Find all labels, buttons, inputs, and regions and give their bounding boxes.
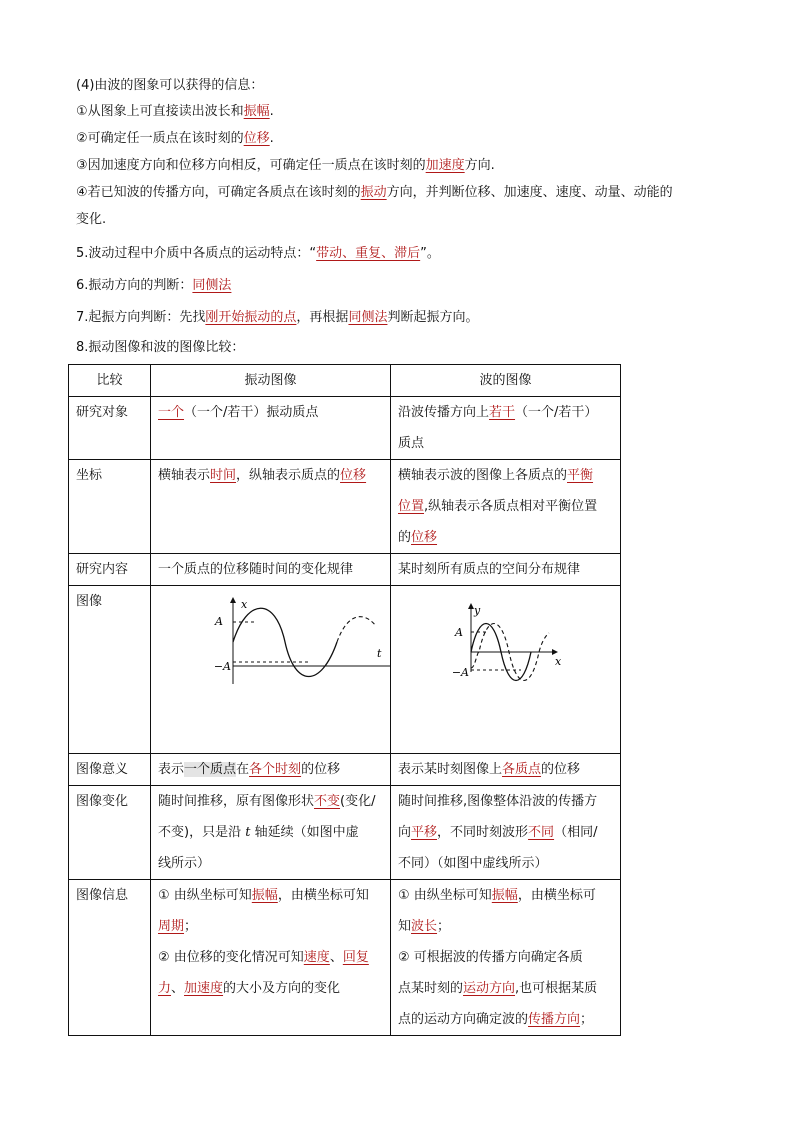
text-span: ③因加速度方向和位移方向相反，可确定任一质点在该时刻的 <box>76 158 426 173</box>
table-row <box>69 754 621 786</box>
text-span: 表示 <box>158 762 185 777</box>
neg-amplitude-label: −A <box>213 660 231 673</box>
text-span: ,纵轴表示各质点相对平衡位置 <box>424 499 598 514</box>
table-row <box>69 586 621 754</box>
text-span: 、 <box>329 950 343 965</box>
row-label: 图像意义 <box>69 754 151 786</box>
text-span: ； <box>580 1012 594 1027</box>
wave-cell <box>391 786 621 880</box>
text-span: 7.起振方向判断：先找 <box>76 310 206 325</box>
text-span: 表示某时刻图像上 <box>398 762 503 777</box>
text-span: 横轴表示 <box>158 468 211 483</box>
text-span: （一个/若干） <box>515 405 598 420</box>
section-7 <box>76 308 478 328</box>
text-span: ① 由纵坐标可知 <box>158 888 252 903</box>
answer-blank: 周期 <box>158 919 185 934</box>
section-5 <box>76 244 440 264</box>
answer-blank: 位移 <box>340 468 367 483</box>
text-span: 判断起振方向。 <box>387 310 479 325</box>
answer-blank: 若干 <box>489 405 516 420</box>
text-span: 知 <box>398 919 412 934</box>
answer-blank: 运动方向 <box>463 981 516 996</box>
answer-blank: 平衡 <box>567 468 594 483</box>
text-span: ② 由位移的变化情况可知 <box>158 950 304 965</box>
answer-blank: 振幅 <box>491 888 518 903</box>
text-span: 方向. <box>464 158 495 173</box>
text-span: 不同）（如图中虚线所示） <box>398 856 548 871</box>
text-span: 质点 <box>398 436 425 451</box>
info-heading: (4)由波的图象可以获得的信息： <box>76 78 264 93</box>
vibration-graph-cell <box>151 586 391 754</box>
vibration-cell <box>151 786 391 880</box>
text-span: 点某时刻的 <box>398 981 464 996</box>
text-span: ，纵轴表示质点的 <box>236 468 341 483</box>
row-label: 图像信息 <box>69 880 151 1036</box>
text-span: 不变)，只是沿 <box>158 825 246 840</box>
row-label: 研究对象 <box>69 397 151 460</box>
table-row <box>69 786 621 880</box>
answer-blank: 不同 <box>528 825 555 840</box>
vibration-graph <box>151 586 390 741</box>
answer-blank: 不变 <box>314 794 341 809</box>
answer-blank: 速度 <box>303 950 330 965</box>
answer-blank: 回复 <box>342 950 369 965</box>
answer-blank: 振动 <box>360 185 387 200</box>
answer-blank: 位移 <box>411 530 438 545</box>
text-span: ②可确定任一质点在该时刻的 <box>76 131 244 146</box>
text-span: 横轴表示波的图像上各质点的 <box>398 468 568 483</box>
text-span: ② 可根据波的传播方向确定各质 <box>398 950 583 965</box>
t-variable: t <box>245 825 251 840</box>
text-span: 的位移 <box>301 762 341 777</box>
text-span: 的位移 <box>541 762 581 777</box>
comparison-table <box>68 364 621 1036</box>
header-cell: 波的图像 <box>391 365 621 397</box>
table-header-row <box>69 365 621 397</box>
text-span: ； <box>437 919 451 934</box>
vibration-cell <box>151 880 391 1036</box>
text-span: 6.振动方向的判断： <box>76 278 193 293</box>
answer-blank: 加速度 <box>184 981 224 996</box>
text-span: 线所示） <box>158 856 211 871</box>
text-span: （一个/若干）振动质点 <box>184 405 319 420</box>
text-span: ； <box>184 919 198 934</box>
answer-blank: 一个 <box>158 405 185 420</box>
text-span: ，再根据 <box>296 310 349 325</box>
answer-blank: 位置 <box>398 499 425 514</box>
wave-cell <box>391 880 621 1036</box>
answer-blank: 刚开始振动的点 <box>205 310 297 325</box>
answer-blank: 同侧法 <box>192 278 232 293</box>
text-span: 的大小及方向的变化 <box>223 981 341 996</box>
answer-blank: 时间 <box>210 468 237 483</box>
text-span: （相同/ <box>554 825 598 840</box>
vibration-cell <box>151 754 391 786</box>
text-span: . <box>269 104 274 119</box>
text-span: 方向，并判断位移、加速度、速度、动量、动能的 <box>386 185 673 200</box>
info-item-4 <box>76 183 673 203</box>
text-span: 、 <box>171 981 185 996</box>
text-span: ① 由纵坐标可知 <box>398 888 492 903</box>
text-span: 随时间推移，原有图像形状 <box>158 794 315 809</box>
answer-blank: 振幅 <box>251 888 278 903</box>
text-span: 的 <box>398 530 412 545</box>
section-8: 8.振动图像和波的图像比较： <box>76 340 245 355</box>
answer-blank: 各质点 <box>502 762 542 777</box>
text-span: ，由横坐标可 <box>517 888 596 903</box>
table-row <box>69 397 621 460</box>
text-span: 轴延续（如图中虚 <box>250 825 359 840</box>
answer-blank: 各个时刻 <box>249 762 302 777</box>
answer-blank: 平移 <box>411 825 438 840</box>
text-span: 在 <box>236 762 250 777</box>
wave-graph <box>391 586 620 741</box>
x-axis-label: t <box>377 647 382 660</box>
text-span: ，由横坐标可知 <box>277 888 369 903</box>
text-span: 点的运动方向确定波的 <box>398 1012 529 1027</box>
text-span: ④若已知波的传播方向，可确定各质点在该时刻的 <box>76 185 361 200</box>
vibration-cell <box>151 460 391 554</box>
wave-cell: 某时刻所有质点的空间分布规律 <box>391 554 621 586</box>
text-span: 5.波动过程中介质中各质点的运动特点：“ <box>76 246 317 261</box>
section-6 <box>76 276 231 296</box>
text-span: (变化/ <box>340 794 376 809</box>
highlighted-text: 一个质点 <box>184 762 237 777</box>
y-axis-label: x <box>241 598 248 611</box>
header-cell: 振动图像 <box>151 365 391 397</box>
answer-blank: 位移 <box>243 131 270 146</box>
info-item-3 <box>76 156 495 176</box>
table-row <box>69 880 621 1036</box>
answer-blank: 带动、重复、滞后 <box>316 246 421 261</box>
text-span: . <box>269 131 274 146</box>
wave-cell <box>391 397 621 460</box>
answer-blank: 力 <box>158 981 172 996</box>
extension-dashed-curve <box>337 617 376 642</box>
info-item-1 <box>76 102 274 122</box>
text-span: 随时间推移,图像整体沿波的传播方 <box>398 794 598 809</box>
answer-blank: 传播方向 <box>528 1012 581 1027</box>
info-item-4-cont: 变化. <box>76 212 107 227</box>
text-span: ，不同时刻波形 <box>437 825 529 840</box>
text-span: ①从图象上可直接读出波长和 <box>76 104 244 119</box>
text-span: ,也可根据某质 <box>515 981 598 996</box>
wave-cell <box>391 460 621 554</box>
x-axis-label: x <box>555 655 562 668</box>
vibration-cell <box>151 397 391 460</box>
info-item-2 <box>76 129 274 149</box>
answer-blank: 同侧法 <box>348 310 388 325</box>
answer-blank: 波长 <box>411 919 438 934</box>
text-span: 沿波传播方向上 <box>398 405 490 420</box>
row-label: 研究内容 <box>69 554 151 586</box>
row-label: 图像变化 <box>69 786 151 880</box>
amplitude-label: A <box>215 615 223 628</box>
text-span: ”。 <box>420 246 440 261</box>
row-label: 图像 <box>69 586 151 754</box>
y-axis-label: y <box>474 604 481 617</box>
wave-graph-cell <box>391 586 621 754</box>
row-label: 坐标 <box>69 460 151 554</box>
table-row <box>69 554 621 586</box>
neg-amplitude-label: −A <box>451 666 469 679</box>
answer-blank: 加速度 <box>425 158 465 173</box>
table-row <box>69 460 621 554</box>
header-cell: 比较 <box>69 365 151 397</box>
vibration-cell: 一个质点的位移随时间的变化规律 <box>151 554 391 586</box>
wave-cell <box>391 754 621 786</box>
answer-blank: 振幅 <box>243 104 270 119</box>
text-span: 向 <box>398 825 412 840</box>
amplitude-label: A <box>455 626 463 639</box>
